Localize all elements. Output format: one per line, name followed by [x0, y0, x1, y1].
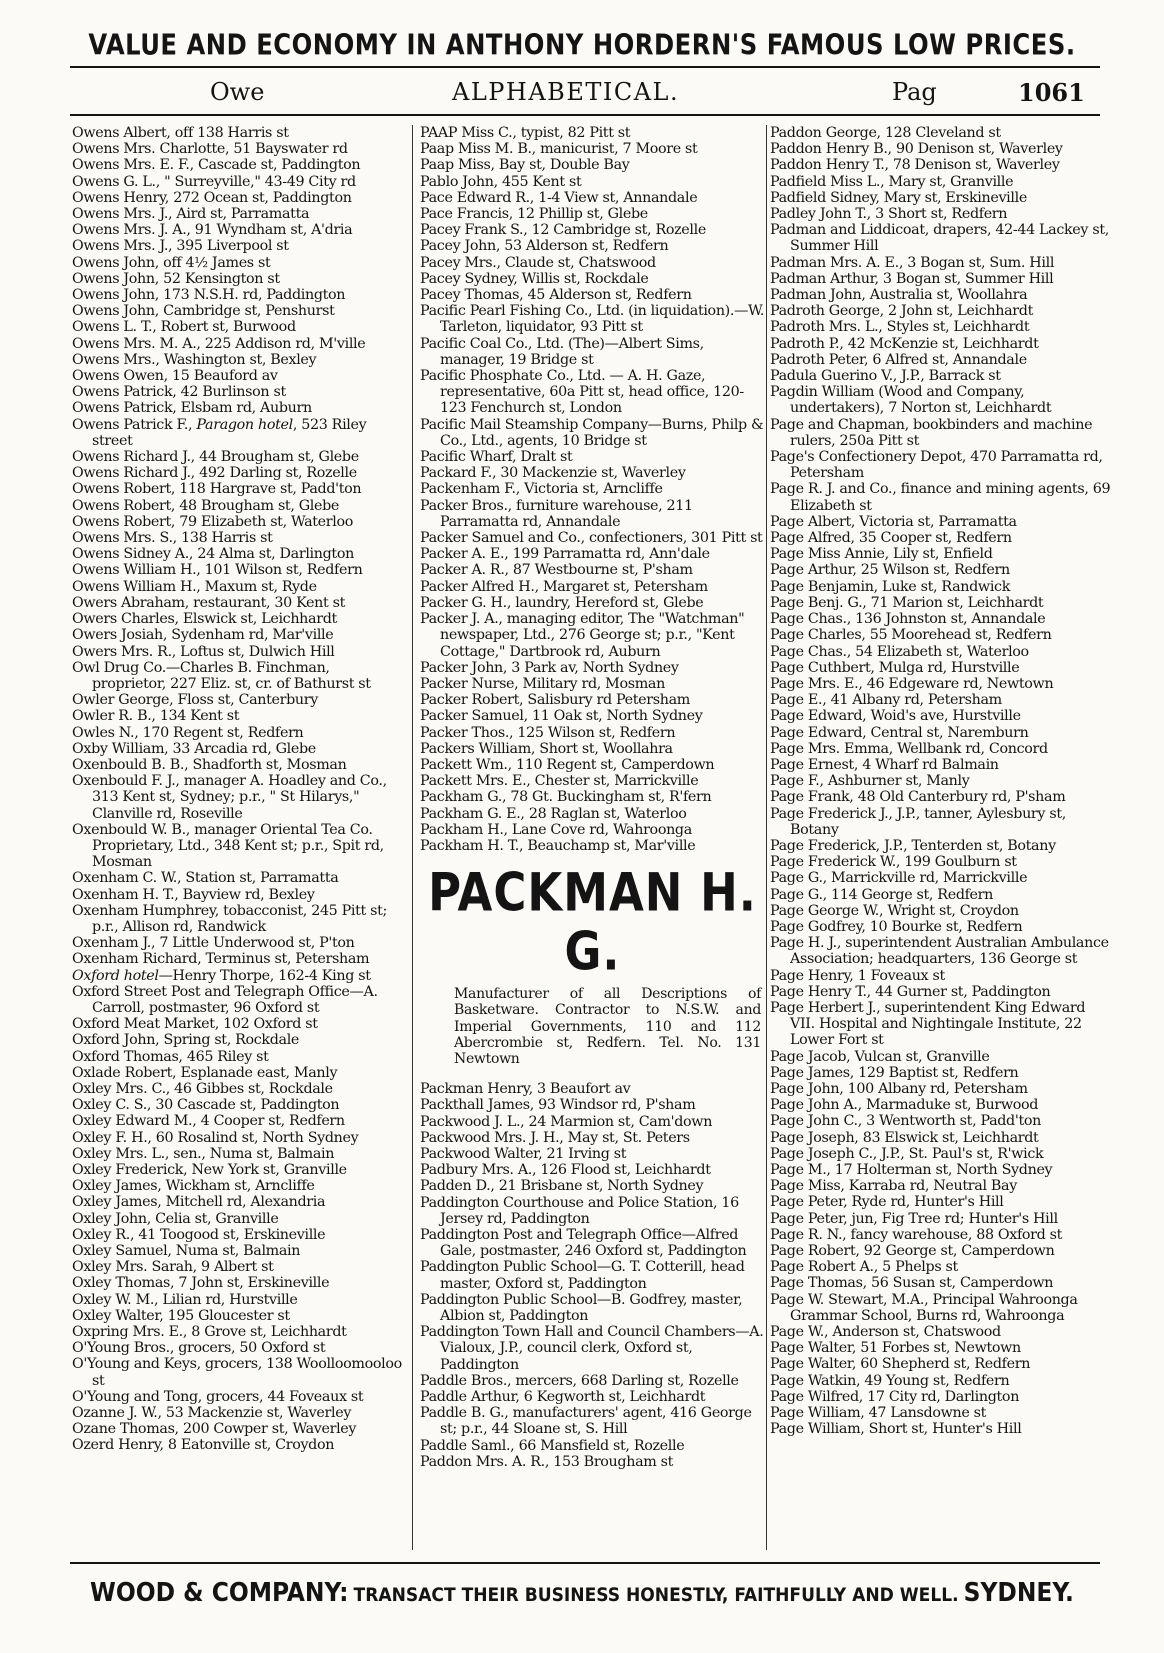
advertisement-heading: PACKMAN H. G. — [428, 862, 757, 982]
directory-entry: Oxley W. M., Lilian rd, Hurstville — [72, 1291, 298, 1308]
directory-entry: Page Watkin, 49 Young st, Redfern — [770, 1372, 1010, 1389]
footer-city: SYDNEY. — [963, 1578, 1074, 1608]
directory-entry: Owens Mrs. J., 395 Liverpool st — [72, 238, 289, 255]
directory-entry: Page E., 41 Albany rd, Petersham — [770, 692, 1002, 709]
directory-entry: Packham H. T., Beauchamp st, Mar'ville — [420, 837, 696, 854]
directory-entry: Padfield Miss L., Mary st, Granville — [770, 173, 1014, 190]
directory-entry: Page Godfrey, 10 Bourke st, Redfern — [770, 918, 1023, 935]
directory-entry: Owers Abraham, restaurant, 30 Kent st — [72, 594, 345, 611]
directory-entry: Owens Richard J., 44 Brougham st, Glebe — [72, 449, 359, 466]
directory-entry: Owens Owen, 15 Beauford av — [72, 368, 278, 385]
directory-entry: Oxley John, Celia st, Granville — [72, 1210, 279, 1227]
directory-entry: Owens Robert, 48 Brougham st, Glebe — [72, 497, 340, 514]
directory-entry: Owers Mrs. R., Loftus st, Dulwich Hill — [72, 643, 335, 660]
directory-entry: Packenham F., Victoria st, Arncliffe — [420, 481, 663, 498]
directory-entry: Packham H., Lane Cove rd, Wahroonga — [420, 821, 692, 838]
directory-entry: Padroth Mrs. L., Styles st, Leichhardt — [770, 319, 1030, 336]
directory-entry: Page Edward, Woid's ave, Hurstville — [770, 708, 1021, 725]
directory-entry: Packer Samuel, 11 Oak st, North Sydney — [420, 708, 703, 725]
directory-entry: Page Walter, 51 Forbes st, Newtown — [770, 1340, 1021, 1357]
directory-entry: Pacific Pearl Fishing Co., Ltd. (in liquidation).—W. Tarleton, liquidator, 93 Pitt st — [420, 303, 765, 336]
directory-entry: Pacey Sydney, Willis st, Rockdale — [420, 270, 649, 287]
directory-entry: Pacey Frank S., 12 Cambridge st, Rozelle — [420, 222, 706, 239]
directory-entry: Page Robert A., 5 Phelps st — [770, 1259, 958, 1276]
directory-entry: Packer Nurse, Military rd, Mosman — [420, 675, 665, 692]
directory-entry: Page W. Stewart, M.A., Principal Wahroonga Grammar School, Burns rd, Wahroonga — [770, 1291, 1078, 1324]
directory-entry: Padden D., 21 Brisbane st, North Sydney — [420, 1178, 704, 1195]
directory-entry: Page Robert, 92 George st, Camperdown — [770, 1243, 1055, 1260]
directory-entry: Page Ernest, 4 Wharf rd Balmain — [770, 756, 999, 773]
directory-entry: Owens Mrs. J., Aird st, Parramatta — [72, 206, 310, 223]
advertisement-body: Manufacturer of all Descriptions of Basketware. Contractor to N.S.W. and Imperial Governments, 110 and 112 Abercrombie st, Redfern. Tel. No. 131 Newtown — [454, 986, 761, 1067]
directory-entry: Page H. J., superintendent Australian Ambulance Association; headquarters, 136 George st — [770, 935, 1109, 968]
directory-entry: Oxpring Mrs. E., 8 Grove st, Leichhardt — [72, 1324, 347, 1341]
directory-entry: Packham G., 78 Gt. Buckingham st, R'fern — [420, 789, 712, 806]
directory-entry: Page Peter, jun, Fig Tree rd; Hunter's Hill — [770, 1210, 1058, 1227]
directory-entry: Page Thomas, 56 Susan st, Camperdown — [770, 1275, 1054, 1292]
directory-entry: Packer Samuel and Co., confectioners, 301 Pitt st — [420, 530, 763, 547]
directory-entry: Page Benj. G., 71 Marion st, Leichhardt — [770, 594, 1044, 611]
directory-entry: Pacey Thomas, 45 Alderson st, Redfern — [420, 287, 692, 304]
directory-entry: Page John C., 3 Wentworth st, Padd'ton — [770, 1113, 1041, 1130]
footer-rule — [70, 1562, 1100, 1564]
directory-entry: Pacific Coal Co., Ltd. (The)—Albert Sims, manager, 19 Bridge st — [420, 335, 704, 368]
directory-entry: Page Miss, Karraba rd, Neutral Bay — [770, 1178, 1017, 1195]
directory-entry: Padman Mrs. A. E., 3 Bogan st, Sum. Hill — [770, 254, 1055, 271]
bottom-banner — [60, 1580, 1104, 1606]
directory-entry: Oxenham Richard, Terminus st, Petersham — [72, 951, 370, 968]
directory-entry: Ozanne J. W., 53 Mackenzie st, Waverley — [72, 1405, 352, 1422]
directory-entry: Owens Patrick, Elsbam rd, Auburn — [72, 400, 312, 417]
directory-entry: Padfield Sidney, Mary st, Erskineville — [770, 189, 1027, 206]
directory-entry: Owens John, 52 Kensington st — [72, 270, 280, 287]
column-2-entries — [420, 125, 765, 854]
directory-entry: Page John, 100 Albany rd, Petersham — [770, 1080, 1028, 1097]
directory-entry: Page Jacob, Vulcan st, Granville — [770, 1048, 990, 1065]
directory-entry: Paddon George, 128 Cleveland st — [770, 125, 1001, 141]
directory-entry: Page Wilfred, 17 City rd, Darlington — [770, 1388, 1020, 1405]
directory-entry: Oxford John, Spring st, Rockdale — [72, 1032, 300, 1049]
directory-entry: Oxley Mrs. C., 46 Gibbes st, Rockdale — [72, 1080, 333, 1097]
directory-entry: Pablo John, 455 Kent st — [420, 173, 582, 190]
page-header — [70, 78, 1100, 110]
directory-entry: Oxenham Humphrey, tobacconist, 245 Pitt st; p.r., Allison rd, Randwick — [72, 902, 387, 935]
directory-entry: Page Chas., 136 Johnston st, Annandale — [770, 611, 1046, 628]
directory-entry: Oxley Mrs. Sarah, 9 Albert st — [72, 1259, 274, 1276]
directory-entry: Owens Mrs. M. A., 225 Addison rd, M'ville — [72, 335, 366, 352]
directory-entry: Owens Patrick F., Paragon hotel, 523 Riley street — [72, 416, 367, 449]
directory-entry: Padman Arthur, 3 Bogan st, Summer Hill — [770, 270, 1054, 287]
directory-entry: Paddle B. G., manufacturers' agent, 416 George st; p.r., 44 Sloane st, S. Hill — [420, 1405, 752, 1438]
directory-entry: Page Henry T., 44 Gurner st, Paddington — [770, 983, 1051, 1000]
directory-entry: O'Young and Tong, grocers, 44 Foveaux st — [72, 1388, 364, 1405]
directory-entry: Owens Mrs., Washington st, Bexley — [72, 351, 317, 368]
directory-entry: Packett Mrs. E., Chester st, Marrickville — [420, 773, 699, 790]
directory-entry: Page William, 47 Lansdowne st — [770, 1405, 987, 1422]
directory-entry: Paddle Bros., mercers, 668 Darling st, Rozelle — [420, 1372, 739, 1389]
directory-entry: Page W., Anderson st, Chatswood — [770, 1324, 1001, 1341]
directory-entry: Page Joseph C., J.P., St. Paul's st, R'wick — [770, 1145, 1044, 1162]
directory-entry: Packett Wm., 110 Regent st, Camperdown — [420, 756, 715, 773]
directory-entry: Owers Josiah, Sydenham rd, Mar'ville — [72, 627, 334, 644]
directory-entry: Owens Sidney A., 24 Alma st, Darlington — [72, 546, 354, 563]
directory-entry: Oxley R., 41 Toogood st, Erskineville — [72, 1226, 326, 1243]
directory-entry: Oxley F. H., 60 Rosalind st, North Sydney — [72, 1129, 359, 1146]
directory-entry: Oxford Meat Market, 102 Oxford st — [72, 1016, 318, 1033]
directory-entry: Paap Miss, Bay st, Double Bay — [420, 157, 630, 174]
directory-entry: Owens William H., 101 Wilson st, Redfern — [72, 562, 363, 579]
column-1 — [72, 125, 405, 1454]
directory-entry: Page Albert, Victoria st, Parramatta — [770, 513, 1017, 530]
directory-entry: Padroth George, 2 John st, Leichhardt — [770, 303, 1033, 320]
directory-entry: Pacific Phosphate Co., Ltd. — A. H. Gaze, representative, 60a Pitt st, head office, 120-123 Fenchurch st, London — [420, 368, 744, 417]
directory-entry: Page Chas., 54 Elizabeth st, Waterloo — [770, 643, 1029, 660]
directory-entry: Owens Richard J., 492 Darling st, Rozelle — [72, 465, 357, 482]
directory-entry: Page William, Short st, Hunter's Hill — [770, 1421, 1022, 1438]
directory-entry: Pacific Wharf, Dralt st — [420, 449, 573, 466]
directory-entry: Oxford Street Post and Telegraph Office—A. Carroll, postmaster, 96 Oxford st — [72, 983, 378, 1016]
directory-entry: Packer A. E., 199 Parramatta rd, Ann'dale — [420, 546, 710, 563]
directory-entry: Packwood Mrs. J. H., May st, St. Peters — [420, 1129, 690, 1146]
directory-entry: Pace Francis, 12 Phillip st, Glebe — [420, 206, 648, 223]
directory-entry: Padbury Mrs. A., 126 Flood st, Leichhardt — [420, 1162, 711, 1179]
top-banner: VALUE AND ECONOMY IN ANTHONY HORDERN'S FAMOUS LOW PRICES. — [88, 29, 1076, 62]
directory-entry: Page and Chapman, bookbinders and machine rulers, 250a Pitt st — [770, 416, 1093, 449]
directory-entry: Oxley James, Mitchell rd, Alexandria — [72, 1194, 326, 1211]
column-2-entries-continued — [420, 1081, 765, 1470]
directory-entry: Owens Mrs. J. A., 91 Wyndham st, A'dria — [72, 222, 353, 239]
header-rule — [70, 114, 1100, 116]
directory-entry: Packard F., 30 Mackenzie st, Waverley — [420, 465, 686, 482]
directory-entry: Packer Robert, Salisbury rd Petersham — [420, 692, 690, 709]
directory-entry: Page R. J. and Co., finance and mining agents, 69 Elizabeth st — [770, 481, 1111, 514]
directory-entry: Owens Mrs. Charlotte, 51 Bayswater rd — [72, 141, 348, 158]
directory-entry: Oxley Edward M., 4 Cooper st, Redfern — [72, 1113, 345, 1130]
directory-entry: Page Benjamin, Luke st, Randwick — [770, 578, 1011, 595]
directory-entry: Page John A., Marmaduke st, Burwood — [770, 1097, 1039, 1114]
directory-entry: Owers Charles, Elswick st, Leichhardt — [72, 611, 337, 628]
banner-rule — [70, 66, 1100, 68]
directory-entry: Paddle Arthur, 6 Kegworth st, Leichhardt — [420, 1389, 706, 1406]
directory-entry: Page F., Ashburner st, Manly — [770, 773, 970, 790]
directory-entry: Packer John, 3 Park av, North Sydney — [420, 659, 679, 676]
directory-entry: Padroth P., 42 McKenzie st, Leichhardt — [770, 335, 1039, 352]
directory-entry: Packer J. A., managing editor, The "Watchman" newspaper, Ltd., 276 George st; p.r., "Kent Cottage," Dartbrook rd, Auburn — [420, 611, 745, 660]
directory-entry: Packer Alfred H., Margaret st, Petersham — [420, 578, 708, 595]
directory-entry: Page Arthur, 25 Wilson st, Redfern — [770, 562, 1010, 579]
directory-entry: Ozerd Henry, 8 Eatonville st, Croydon — [72, 1437, 335, 1454]
directory-entry: Page's Confectionery Depot, 470 Parramatta rd, Petersham — [770, 449, 1103, 482]
directory-entry: Oxenbould W. B., manager Oriental Tea Co. Proprietary, Ltd., 348 Kent st; p.r., Spit rd, Mosman — [72, 821, 384, 871]
directory-entry: Owens L. T., Robert st, Burwood — [72, 319, 296, 336]
directory-entry: Oxley Mrs. L., sen., Numa st, Balmain — [72, 1145, 335, 1162]
directory-entry: Page M., 17 Holterman st, North Sydney — [770, 1162, 1053, 1178]
directory-entry: Paddon Mrs. A. R., 153 Brougham st — [420, 1453, 674, 1470]
directory-entry: Paap Miss M. B., manicurist, 7 Moore st — [420, 141, 698, 158]
directory-entry: Packman Henry, 3 Beaufort av — [420, 1081, 631, 1098]
directory-entry: Packers William, Short st, Woollahra — [420, 740, 673, 757]
directory-entry: Page Walter, 60 Shepherd st, Redfern — [770, 1356, 1031, 1373]
directory-entry: Owens Mrs. E. F., Cascade st, Paddington — [72, 157, 361, 174]
directory-entry: Owens Mrs. S., 138 Harris st — [72, 530, 273, 547]
directory-entry: Owler George, Floss st, Canterbury — [72, 692, 318, 709]
directory-entry: Packthall James, 93 Windsor rd, P'sham — [420, 1097, 696, 1114]
directory-entry: Oxley Samuel, Numa st, Balmain — [72, 1243, 301, 1260]
directory-entry: Oxley James, Wickham st, Arncliffe — [72, 1178, 315, 1195]
directory-entry: Padula Guerino V., J.P., Barrack st — [770, 368, 1001, 385]
page-number: 1061 — [1018, 78, 1085, 107]
directory-entry: Owens Robert, 118 Hargrave st, Padd'ton — [72, 481, 362, 498]
directory-entry: Paddon Henry T., 78 Denison st, Waverley — [770, 157, 1060, 174]
directory-entry: Page G., Marrickville rd, Marrickville — [770, 870, 1028, 887]
directory-entry: Page Frank, 48 Old Canterbury rd, P'sham — [770, 789, 1066, 806]
directory-entry: Padroth Peter, 6 Alfred st, Annandale — [770, 351, 1027, 368]
directory-entry: Page R. N., fancy warehouse, 88 Oxford st — [770, 1226, 1063, 1243]
directory-entry: Oxford hotel—Henry Thorpe, 162-4 King st — [72, 967, 371, 984]
directory-entry: Packwood J. L., 24 Marmion st, Cam'down — [420, 1113, 713, 1130]
directory-entry: Page Cuthbert, Mulga rd, Hurstville — [770, 659, 1020, 676]
directory-entry: Owler R. B., 134 Kent st — [72, 708, 240, 725]
directory-entry: Page Frederick W., 199 Goulburn st — [770, 854, 1017, 871]
directory-entry: Owens John, 173 N.S.H. rd, Paddington — [72, 287, 346, 304]
directory-entry: Pace Edward R., 1-4 View st, Annandale — [420, 189, 698, 206]
directory-entry: Packer Bros., furniture warehouse, 211 Parramatta rd, Annandale — [420, 497, 693, 530]
directory-entry: Oxford Thomas, 465 Riley st — [72, 1048, 269, 1065]
directory-entry: Paddon Henry B., 90 Denison st, Waverley — [770, 141, 1063, 158]
footer-slogan: TRANSACT THEIR BUSINESS HONESTLY, FAITHFULLY AND WELL. — [353, 1584, 959, 1606]
directory-entry: Oxenham H. T., Bayview rd, Bexley — [72, 886, 315, 903]
directory-entry: Ozane Thomas, 200 Cowper st, Waverley — [72, 1421, 357, 1438]
directory-entry: Paddington Town Hall and Council Chambers—A. Vialoux, J.P., council clerk, Oxford st, Paddington — [420, 1324, 764, 1373]
directory-entry: Owl Drug Co.—Charles B. Finchman, proprietor, 227 Eliz. st, cr. of Bathurst st — [72, 659, 371, 692]
directory-entry: Paddle Saml., 66 Mansfield st, Rozelle — [420, 1437, 685, 1454]
directory-entry: Page Herbert J., superintendent King Edward VII. Hospital and Nightingale Institute, 22 Lower Fort st — [770, 999, 1086, 1049]
directory-entry: Owens John, off 4½ James st — [72, 254, 271, 271]
directory-entry: Packer G. H., laundry, Hereford st, Glebe — [420, 594, 704, 611]
directory-entry: O'Young Bros., grocers, 50 Oxford st — [72, 1340, 326, 1357]
directory-entry: Padman John, Australia st, Woollahra — [770, 287, 1028, 304]
directory-entry: Owens Patrick, 42 Burlinson st — [72, 384, 286, 401]
directory-entry: Page Frederick, J.P., Tenterden st, Botany — [770, 837, 1056, 854]
directory-entry: O'Young and Keys, grocers, 138 Woolloomooloo st — [72, 1356, 402, 1389]
directory-entry: Packer A. R., 87 Westbourne st, P'sham — [420, 562, 693, 579]
directory-entry: PAAP Miss C., typist, 82 Pitt st — [420, 125, 631, 141]
footer-company: WOOD & COMPANY: — [90, 1578, 349, 1608]
directory-entry: Owens Albert, off 138 Harris st — [72, 125, 289, 141]
directory-entry: Oxby William, 33 Arcadia rd, Glebe — [72, 740, 316, 757]
directory-entry: Page George W., Wright st, Croydon — [770, 902, 1019, 919]
directory-entry: Paddington Post and Telegraph Office—Alfred Gale, postmaster, 246 Oxford st, Paddington — [420, 1226, 747, 1260]
directory-entry: Owens William H., Maxum st, Ryde — [72, 578, 317, 595]
directory-entry: Oxley Walter, 195 Gloucester st — [72, 1307, 290, 1324]
directory-entry: Page Charles, 55 Moorehead st, Redfern — [770, 627, 1052, 644]
directory-entry: Owens Henry, 272 Ocean st, Paddington — [72, 189, 352, 206]
directory-entry: Owles N., 170 Regent st, Redfern — [72, 724, 304, 741]
directory-entry: Padley John T., 3 Short st, Redfern — [770, 206, 1008, 223]
directory-entry: Packham G. E., 28 Raglan st, Waterloo — [420, 805, 687, 822]
directory-entry: Packwood Walter, 21 Irving st — [420, 1145, 627, 1162]
directory-entry: Page Joseph, 83 Elswick st, Leichhardt — [770, 1129, 1039, 1146]
directory-entry: Page James, 129 Baptist st, Redfern — [770, 1064, 1019, 1081]
header-section-title: ALPHABETICAL. — [452, 78, 680, 106]
directory-entry: Oxley Thomas, 7 John st, Erskineville — [72, 1275, 330, 1292]
directory-entry: Oxenham J., 7 Little Underwood st, P'ton — [72, 935, 355, 952]
directory-entry: Page Edward, Central st, Naremburn — [770, 724, 1029, 741]
directory-entry: Paddington Public School—G. T. Cotterill, head master, Oxford st, Paddington — [420, 1259, 745, 1292]
directory-entry: Oxenham C. W., Station st, Parramatta — [72, 870, 339, 887]
directory-entry: Pacey John, 53 Alderson st, Redfern — [420, 238, 669, 255]
directory-entry: Oxley C. S., 30 Cascade st, Paddington — [72, 1097, 340, 1114]
directory-entry: Pagdin William (Wood and Company, undertakers), 7 Norton st, Leichhardt — [770, 384, 1052, 417]
directory-entry: Page Frederick J., J.P., tanner, Aylesbury st, Botany — [770, 805, 1066, 838]
directory-entry: Owens Robert, 79 Elizabeth st, Waterloo — [72, 513, 353, 530]
directory-entry: Page Henry, 1 Foveaux st — [770, 967, 945, 984]
directory-entry: Oxley Frederick, New York st, Granville — [72, 1162, 347, 1178]
directory-entry: Page Mrs. Emma, Wellbank rd, Concord — [770, 740, 1048, 757]
directory-entry: Oxenbould B. B., Shadforth st, Mosman — [72, 756, 347, 773]
directory-entry: Page Peter, Ryde rd, Hunter's Hill — [770, 1194, 1004, 1211]
column-2 — [420, 125, 765, 1470]
directory-entry: Paddington Public School—B. Godfrey, master, Albion st, Paddington — [420, 1291, 743, 1324]
directory-entry: Pacific Mail Steamship Company—Burns, Philp & Co., Ltd., agents, 10 Bridge st — [420, 416, 764, 449]
column-3 — [770, 125, 1112, 1437]
directory-entry: Padman and Liddicoat, drapers, 42-44 Lackey st, Summer Hill — [770, 222, 1109, 255]
directory-entry: Page G., 114 George st, Redfern — [770, 886, 994, 903]
directory-entry: Oxlade Robert, Esplanade east, Manly — [72, 1064, 338, 1081]
advertisement — [420, 862, 765, 1067]
directory-entry: Pacey Mrs., Claude st, Chatswood — [420, 254, 656, 271]
directory-entry: Owens John, Cambridge st, Penshurst — [72, 303, 335, 320]
directory-entry: Page Mrs. E., 46 Edgeware rd, Newtown — [770, 675, 1054, 692]
directory-entry: Packer Thos., 125 Wilson st, Redfern — [420, 724, 676, 741]
directory-entry: Owens G. L., " Surreyville," 43-49 City rd — [72, 173, 356, 190]
header-left-guide: Owe — [210, 78, 265, 106]
directory-entry: Oxenbould F. J., manager A. Hoadley and Co., 313 Kent st, Sydney; p.r., " St Hilarys," Clanville rd, Roseville — [72, 773, 387, 822]
directory-entry: Paddington Courthouse and Police Station, 16 Jersey rd, Paddington — [420, 1194, 739, 1227]
directory-entry: Page Miss Annie, Lily st, Enfield — [770, 546, 993, 563]
directory-entry: Page Alfred, 35 Cooper st, Redfern — [770, 530, 1012, 547]
header-right-guide: Pag — [892, 78, 937, 106]
